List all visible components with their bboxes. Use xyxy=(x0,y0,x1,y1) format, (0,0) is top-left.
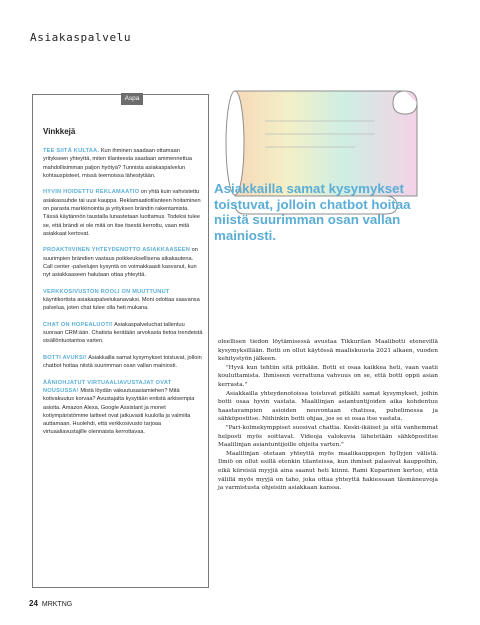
page-footer xyxy=(29,599,72,608)
tip-item xyxy=(43,288,203,313)
tip-heading: VERKKOSIVUSTON ROOLI ON MUUTTUNUT xyxy=(43,288,170,295)
tip-text: on suurimpien brändien vastaus poikkeuksellisena aikakautena. Call center -palvelujen kysyntä on voimakkaasti kasvanut, kun nyt asiakkaaseen halutaan ottaa yhteyttä. xyxy=(43,247,198,279)
sidebar-tag: Aspa xyxy=(121,93,143,105)
tips-sidebar xyxy=(32,94,209,588)
tip-text: Asiakkailla samat kysymykset toistuvat, jolloin chatbot hoitaa niistä suurimman osan vallan mainiosti. xyxy=(43,354,202,370)
tip-item xyxy=(43,246,203,279)
body-paragraph: Asiakkailla yhteydenotoissa toistuvat pitkälti samat kysymykset, joihin botti osaa hyvin vastata. Maalilinjan asiantuntijoiden aika kohdentuu haastavampien asioiden neuvontaan chatissa, puhelimessa ja sähköpostitse. Niihinkin botti ohjaa, jos se ei osaa itse vastata. xyxy=(218,390,438,423)
tip-item xyxy=(43,188,203,238)
tip-item xyxy=(43,147,203,180)
page-number: 24 xyxy=(29,599,38,608)
tip-text: Kun ihminen saadaan ottamaan yritykseen yhteyttä, miten tilanteesta saadaan ammennettua mahdollisimman paljon hyötyä? Tunnista asiakaspalvelun kohtauspisteet, missä teemoissa lähestytään. xyxy=(43,148,192,179)
tip-heading: ÄÄNIOHJATUT VIRTUAALIAVUSTAJAT OVAT NOUSUSSA! xyxy=(43,379,172,394)
tip-heading: PROAKTIIVINEN YHTEYDENOTTO ASIAKKAASEEN xyxy=(43,247,191,254)
body-paragraph: oleellisen tiedon löytämisessä avustaa Tikkurilan Maalibotti etenevillä kysymyksillään. Botti on ollut käytössä maaliskuusta 2021 alkaen, vuoden kehitystyön jälkeen. xyxy=(218,339,438,363)
body-paragraph: "Pari-kolmekymppiset suosivat chattia. Keski-ikäiset ja sitä vanhemmat helposti myös soittavat. Videoja valokuvia lähetetään sähköpostitse Maalilinjan asiantuntijoille ohjeita varten." xyxy=(218,424,438,449)
tip-text: Asiakaspalveluchat tallentuu suoraan CRM:ään. Chatista kerätään arvokasta tietoa trendeistä sisällöntuotantoa varten. xyxy=(43,321,203,345)
tips-list xyxy=(43,147,203,445)
tip-item xyxy=(43,379,203,437)
article-body xyxy=(218,338,438,493)
section-label: Asiakaspalvelu xyxy=(30,31,132,44)
tip-heading: HYVIN HOIDETTU REKLAMAATIO xyxy=(43,189,140,196)
tip-heading: CHAT ON HOPEALUOTI! xyxy=(43,321,113,328)
body-paragraph: "Hyvä kun tehtiin sitä pitkään. Botti ei osaa kaikkea heti, vaan vaatii kouluttamista. Ihmiseen verrattuna vahvuus on se, että botti oppii asian kerrasta." xyxy=(218,364,438,388)
tip-heading: TEE SIITÄ KULTAA. xyxy=(43,148,100,154)
tip-item xyxy=(43,354,203,371)
tip-item xyxy=(43,321,203,346)
pull-quote: Asiakkailla samat kysymykset toistuvat, jolloin chatbot hoitaa niistä suurimman osan vallan mainiosti. xyxy=(214,181,411,243)
tip-text: Mistä löydän vakuutusasiamiehen? Mitä kotivakuutus korvaa? Avustajalta kysytään entistä arkisempia asioita. Amazon Alexa, Google Assistant ja monet kotiympäristömme laitteet ovat jatkuvasti kuulolla ja valmiita auttamaan. Huolehdi, että verkkosivusto tarjoaa virtuaaliavustajille olennaista kerrottavaa. xyxy=(43,387,195,436)
tip-text: käyntikortista asiakaspalvelukanavaksi. Moni odottaa saavansa palvelua, joten chat tulee olla heti mukana. xyxy=(43,297,200,312)
tip-heading: BOTTI AVUKSI! xyxy=(43,354,87,361)
tip-text: on yhtä kuin vahvistettu asiakassuhde tai uusi kauppa. Reklamaatiotilanteen hoitaminen on parasta markkinointia ja yrityksen brändin rakentamista. Tässä käytännön taustalla lunastetaan luottamus. Todeksi tulee se, että brändi ei ole mitä on itse itsestä kerrottu, vaan mitä asiakkaat kertovat. xyxy=(43,189,201,237)
sidebar-title: Vinkkejä xyxy=(43,127,76,136)
magazine-name: MRKTNG xyxy=(41,601,73,608)
body-paragraph: Maalilinjan otetaan yhteyttä myös maalikauppojen hyllyjen välistä. Ilmiö on ollut esillä etenkin tilanteissa, kun ihmiset palasivat kauppoihin, eikä kiireisiä myyjiä aina saanut heti kiinni. Rami Kuparinen kertoo, että välillä myös myyjä on taho, joka ottaa yhteyttä hakiessaan täsmäneuvoja ja varmistusta ohjeisiin asiakkaan kanssa. xyxy=(218,450,438,492)
